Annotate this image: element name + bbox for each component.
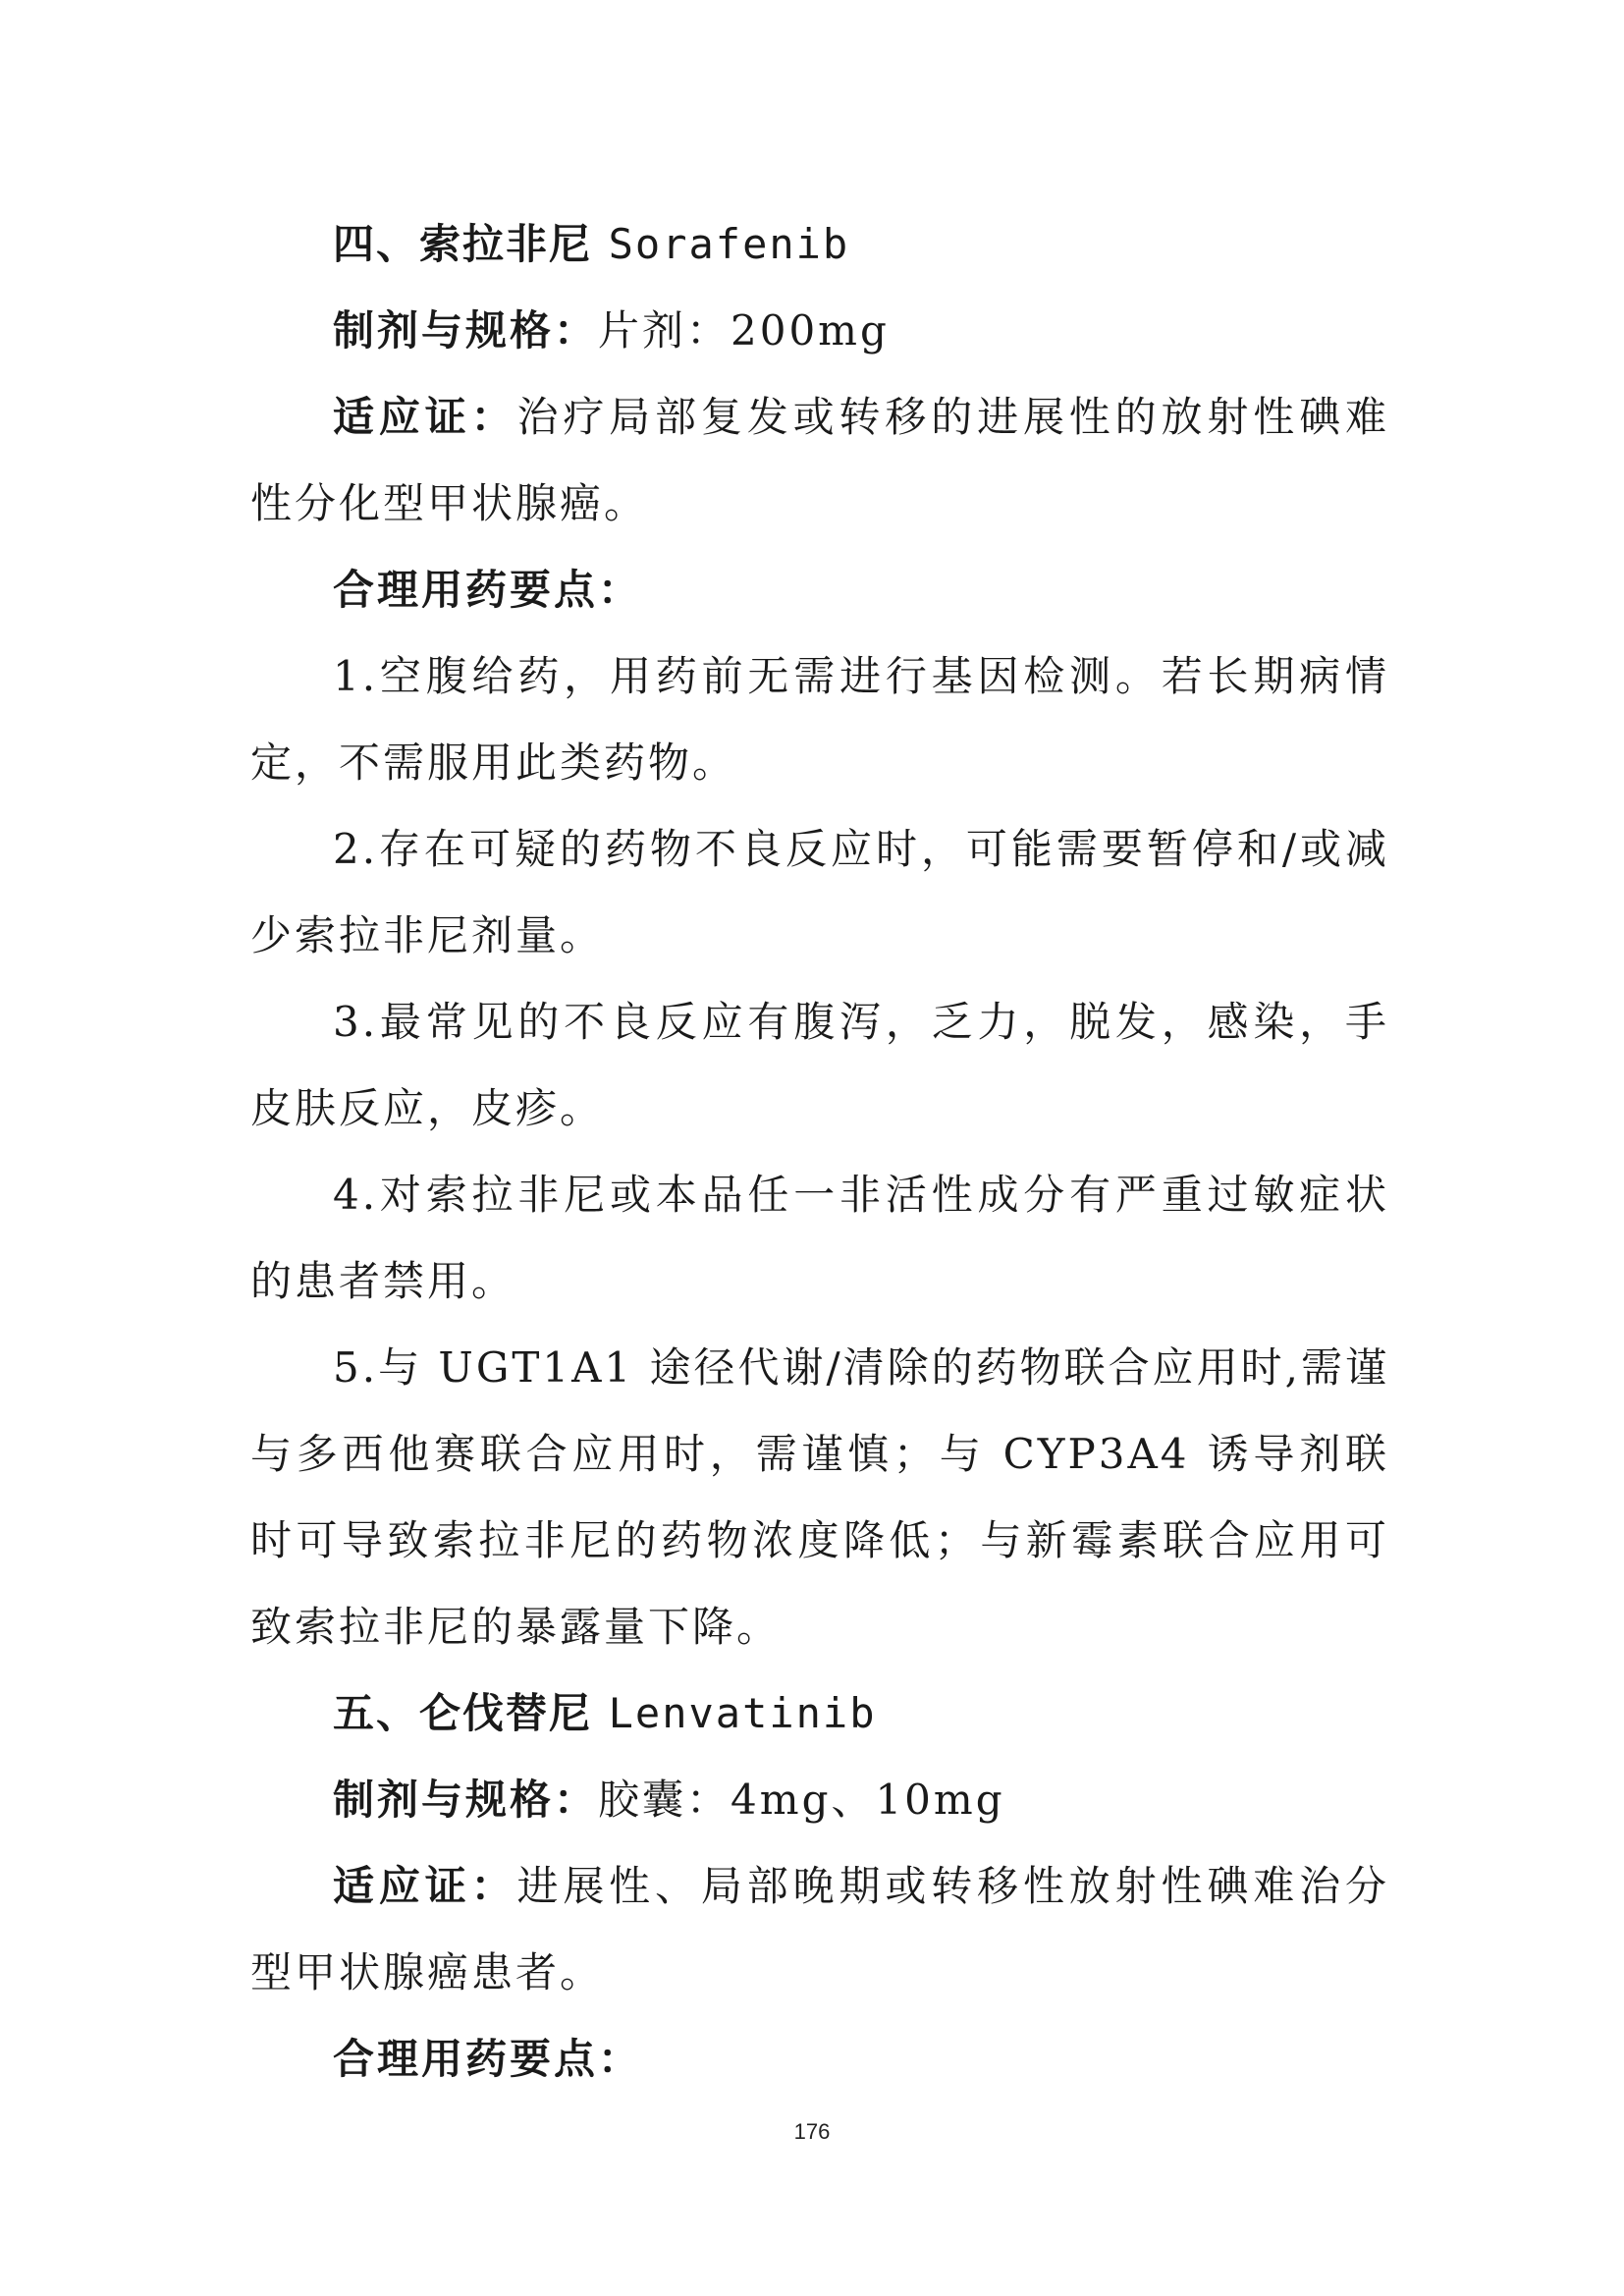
section-heading-sorafenib	[250, 201, 1389, 288]
point-5-line-3: 时可导致索拉非尼的药物浓度降低；与新霉素联合应用可	[250, 1516, 1389, 1564]
section-heading-lenvatinib	[250, 1670, 1389, 1757]
point-5-line-2: 与多西他赛联合应用时，需谨慎；与 CYP3A4 诱导剂联	[250, 1430, 1389, 1478]
spec-label: 制剂与规格：	[333, 306, 599, 355]
indication-row	[250, 1843, 1389, 1930]
spec-row	[250, 288, 1389, 374]
point-1-line-2: 定，不需服用此类药物。	[250, 738, 737, 787]
heading-english: Lenvatinib	[608, 1689, 877, 1737]
page-number: 176	[793, 2119, 831, 2144]
spec-row	[250, 1757, 1389, 1843]
key-points-label: 合理用药要点：	[333, 566, 643, 614]
indication-text: 治疗局部复发或转移的进展性的放射性碘难	[516, 393, 1389, 441]
indication-continuation: 性分化型甲状腺癌。	[250, 479, 649, 527]
key-points-label: 合理用药要点：	[333, 2035, 643, 2083]
spec-value: 胶囊：4mg、10mg	[598, 1776, 1005, 1824]
indication-label: 适应证：	[333, 393, 517, 441]
indication-row	[250, 374, 1389, 461]
spec-label: 制剂与规格：	[333, 1776, 599, 1824]
heading-chinese: 五、仑伐替尼	[333, 1689, 593, 1737]
indication-text: 进展性、局部晚期或转移性放射性碘难治分	[516, 1862, 1389, 1910]
point-4-line-1: 4.对索拉非尼或本品任一非活性成分有严重过敏症状	[333, 1171, 1389, 1219]
document-body	[250, 201, 1389, 2103]
point-3-line-2: 皮肤反应，皮疹。	[250, 1084, 605, 1132]
point-2-line-1: 2.存在可疑的药物不良反应时，可能需要暂停和/或减	[333, 825, 1389, 873]
indication-label: 适应证：	[333, 1862, 517, 1910]
point-5-line-1: 5.与 UGT1A1 途径代谢/清除的药物联合应用时,需谨	[333, 1343, 1389, 1392]
spec-value: 片剂：200mg	[598, 306, 890, 355]
point-5-line-4: 致索拉非尼的暴露量下降。	[250, 1603, 782, 1651]
point-4-line-2: 的患者禁用。	[250, 1257, 516, 1305]
point-2-line-2: 少索拉非尼剂量。	[250, 911, 605, 959]
heading-chinese: 四、索拉非尼	[333, 220, 593, 268]
point-1-line-1: 1.空腹给药，用药前无需进行基因检测。若长期病情	[333, 652, 1389, 700]
point-3-line-1: 3.最常见的不良反应有腹泻，乏力，脱发，感染，手	[333, 998, 1389, 1046]
heading-english: Sorafenib	[608, 220, 850, 268]
indication-continuation: 型甲状腺癌患者。	[250, 1948, 605, 1996]
